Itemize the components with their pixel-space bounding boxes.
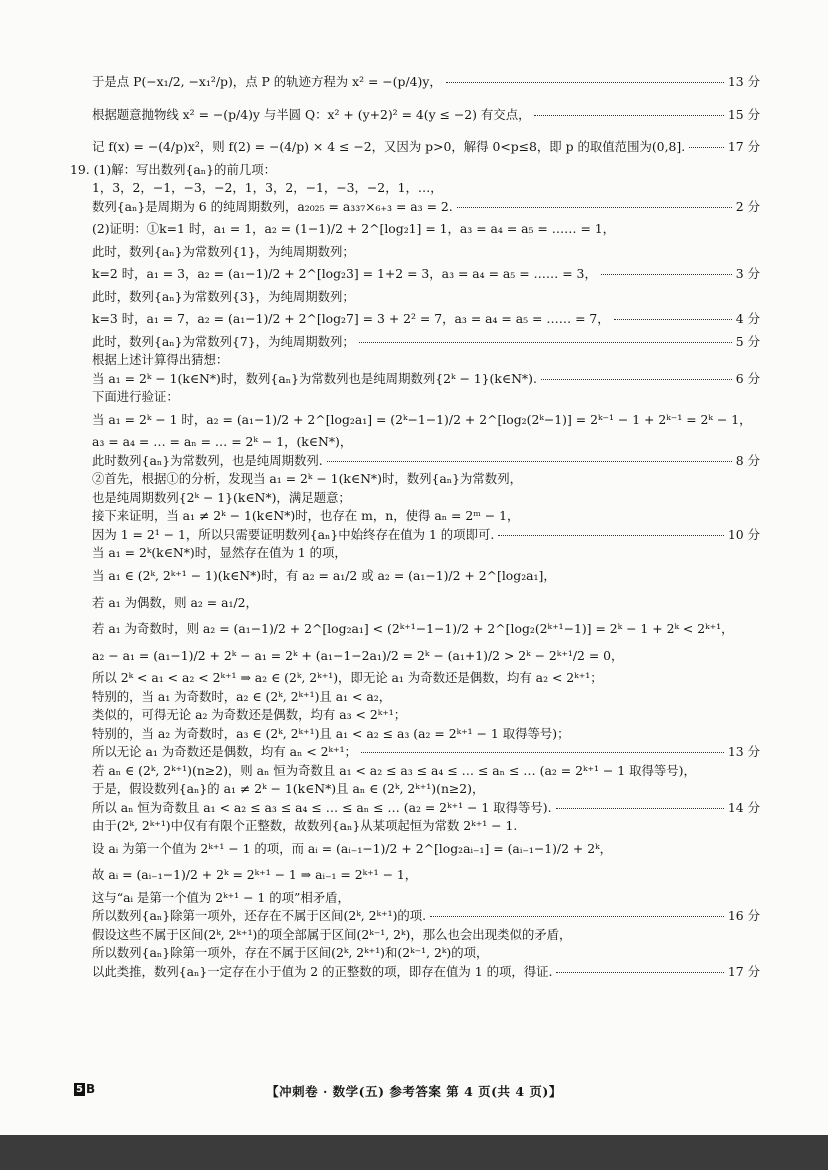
answer-line (0, 162, 828, 178)
answer-line (0, 434, 828, 450)
viewer-bottom-bar (0, 1135, 828, 1170)
answer-line (0, 244, 828, 260)
answer-line (0, 837, 828, 861)
line-text: 当 a₁ = 2ᵏ − 1(k∈N*)时，数列{aₙ}为常数列也是纯周期数列{2ᵏ − 1}(k∈N*). (92, 370, 537, 386)
dot-leader (359, 342, 732, 343)
answer-line (0, 908, 828, 924)
line-text: 特别的，当 a₁ 为奇数时，a₂ ∈ (2ᵏ, 2ᵏ⁺¹)且 a₁ < a₂， (92, 688, 392, 704)
answer-line (0, 800, 828, 816)
line-text: 于是点 P(−x₁/2, −x₁²/p)，点 P 的轨迹方程为 x² = −(p/4)y， (92, 74, 442, 89)
line-text: a₂ − a₁ = (a₁−1)/2 + 2ᵏ − a₁ = 2ᵏ + (a₁−1−2a₁)/2 = 2ᵏ − (a₁+1)/2 > 2ᵏ − 2ᵏ⁺¹/2 = 0， (92, 647, 624, 663)
line-text: 此时，数列{aₙ}为常数列{7}，为纯周期数列； (92, 333, 355, 349)
answer-line (0, 389, 828, 405)
answer-line (0, 781, 828, 797)
line-text: ②首先，根据①的分析，发现当 a₁ = 2ᵏ − 1(k∈N*)时，数列{aₙ}为常数列， (92, 471, 522, 487)
edition-badge-letter: B (85, 1082, 96, 1096)
line-text: (2)证明：①k=1 时，a₁ = 1，a₂ = (1−1)/2 + 2^[log₂1] = 1，a₃ = a₄ = a₅ = …… = 1， (92, 221, 616, 237)
line-text: 所以无论 a₁ 为奇数还是偶数，均有 aₙ < 2ᵏ⁺¹； (92, 744, 357, 760)
line-text: 若 aₙ ∈ (2ᵏ, 2ᵏ⁺¹)(n≥2)，则 aₙ 恒为奇数且 a₁ < a₂ ≤ a₃ ≤ a₄ ≤ … ≤ aₙ ≤ … (a₂ = 2ᵏ⁺¹ − 1 取得等号)， (92, 762, 696, 778)
answer-line (0, 180, 828, 196)
answer-line (0, 135, 828, 159)
answer-line (0, 307, 828, 331)
line-text: 下面进行验证： (92, 389, 179, 405)
line-text: 以此类推，数列{aₙ}一定存在小于值为 2 的正整数的项，即存在值为 1 的项，得证. (92, 963, 553, 979)
dot-leader (430, 916, 724, 917)
edition-badge-number: 5 (76, 1083, 83, 1095)
line-text: 假设这些不属于区间(2ᵏ, 2ᵏ⁺¹)的项全部属于区间(2ᵏ⁻¹, 2ᵏ)，那么也会出现类似的矛盾， (92, 926, 572, 942)
line-text: 因为 1 = 2¹ − 1，所以只需要证明数列{aₙ}中始终存在值为 1 的项即可. (92, 526, 495, 542)
score-label: 13 分 (727, 744, 760, 760)
answer-line (0, 289, 828, 305)
dot-leader (556, 808, 724, 809)
line-text: 当 a₁ = 2ᵏ(k∈N*)时，显然存在值为 1 的项， (92, 545, 347, 561)
answer-line (0, 744, 828, 760)
answer-line (0, 262, 828, 286)
score-label: 10 分 (727, 526, 760, 542)
answer-line (0, 408, 828, 432)
answer-line (0, 670, 828, 686)
answer-line (0, 763, 828, 779)
line-text: 1，3，2，−1，−3，−2，1，3，2，−1，−3，−2，1，…， (92, 180, 443, 196)
score-label: 14 分 (727, 799, 760, 815)
line-text: 特别的，当 a₂ 为奇数时，a₃ ∈ (2ᵏ, 2ᵏ⁺¹)且 a₁ < a₂ ≤ a₃ (a₂ = 2ᵏ⁺¹ − 1 取得等号)； (92, 725, 570, 741)
score-label: 6 分 (735, 370, 760, 386)
line-text: 所以 aₙ 恒为奇数且 a₁ < a₂ ≤ a₃ ≤ a₄ ≤ … ≤ aₙ ≤ … (a₂ = 2ᵏ⁺¹ − 1 取得等号). (92, 799, 552, 815)
answer-line (0, 545, 828, 561)
line-text: 于是，假设数列{aₙ}的 a₁ ≠ 2ᵏ − 1(k∈N*)且 aₙ ∈ (2ᵏ, 2ᵏ⁺¹)(n≥2)， (92, 781, 485, 797)
answer-line (0, 199, 828, 215)
answer-line (0, 689, 828, 705)
answer-line (0, 334, 828, 350)
line-text: 接下来证明，当 a₁ ≠ 2ᵏ − 1(k∈N*)时，也存在 m，n，使得 aₙ = 2ᵐ − 1， (92, 508, 520, 524)
answer-line (0, 564, 828, 588)
line-text: 根据上述计算得出猜想： (92, 352, 229, 368)
answer-line (0, 508, 828, 524)
answer-line (0, 527, 828, 543)
score-label: 17 分 (727, 963, 760, 979)
answer-line (0, 103, 828, 127)
answer-line (0, 453, 828, 469)
answer-line (0, 371, 828, 387)
dot-leader (601, 274, 732, 275)
line-text: 由于(2ᵏ, 2ᵏ⁺¹)中仅有有限个正整数，故数列{aₙ}从某项起恒为常数 2ᵏ⁺¹ − 1. (92, 818, 518, 834)
answer-line (0, 707, 828, 723)
answer-line (0, 217, 828, 241)
dot-leader (541, 379, 732, 380)
dot-leader (689, 147, 724, 148)
line-text: 这与“aᵢ 是第一个值为 2ᵏ⁺¹ − 1 的项”相矛盾， (92, 889, 350, 905)
answer-line (0, 352, 828, 368)
answer-line (0, 726, 828, 742)
line-text: 故 aᵢ = (aᵢ₋₁−1)/2 + 2ᵏ = 2ᵏ⁺¹ − 1 ⇒ aᵢ₋₁ = 2ᵏ⁺¹ − 1， (92, 867, 418, 883)
score-label: 3 分 (735, 266, 760, 282)
answer-content (0, 70, 828, 982)
answer-line (0, 617, 828, 641)
dot-leader (556, 972, 723, 973)
dot-leader (361, 752, 724, 753)
line-text: 当 a₁ = 2ᵏ − 1 时，a₂ = (a₁−1)/2 + 2^[log₂a₁] = (2ᵏ−1−1)/2 + 2^[log₂(2ᵏ−1)] = 2ᵏ⁻¹ − 1 + 2ᵏ⁻¹ = 2ᵏ − 1， (92, 411, 752, 427)
answer-line (0, 863, 828, 887)
answer-line (0, 818, 828, 834)
answer-line (0, 70, 828, 94)
score-label: 15 分 (727, 106, 760, 122)
score-label: 5 分 (735, 333, 760, 349)
line-text: k=3 时，a₁ = 7，a₂ = (a₁−1)/2 + 2^[log₂7] = 3 + 2² = 7，a₃ = a₄ = a₅ = …… = 7， (92, 311, 610, 327)
line-text: 所以 2ᵏ < a₁ < a₂ < 2ᵏ⁺¹ ⇒ a₂ ∈ (2ᵏ, 2ᵏ⁺¹)，即无论 a₁ 为奇数还是偶数，均有 a₂ < 2ᵏ⁺¹； (92, 670, 603, 686)
dot-leader (446, 82, 724, 83)
dot-leader (498, 535, 724, 536)
page-footer (0, 1080, 828, 1104)
answer-line (0, 644, 828, 668)
answer-line (0, 471, 828, 487)
line-text: k=2 时，a₁ = 3，a₂ = (a₁−1)/2 + 2^[log₂3] = 1+2 = 3，a₃ = a₄ = a₅ = …… = 3， (92, 266, 597, 282)
dot-leader (534, 115, 723, 116)
answer-line (0, 964, 828, 980)
line-text: 类似的，可得无论 a₂ 为奇数还是偶数，均有 a₃ < 2ᵏ⁺¹； (92, 707, 407, 723)
score-label: 2 分 (735, 198, 760, 214)
line-text: 19. (1)解：写出数列{aₙ}的前几项： (70, 161, 277, 177)
line-text: 记 f(x) = −(4/p)x²，则 f(2) = −(4/p) × 4 ≤ −2，又因为 p>0，解得 0<p≤8，即 p 的取值范围为(0,8]. (92, 139, 686, 155)
dot-leader (327, 461, 732, 462)
score-label: 8 分 (735, 452, 760, 468)
line-text: a₃ = a₄ = … = aₙ = … = 2ᵏ − 1，(k∈N*)， (92, 434, 353, 450)
line-text: 此时，数列{aₙ}为常数列{1}，为纯周期数列； (92, 243, 355, 259)
line-text: 所以数列{aₙ}除第一项外，存在不属于区间(2ᵏ, 2ᵏ⁺¹)和(2ᵏ⁻¹, 2ᵏ)的项， (92, 945, 489, 961)
line-text: 设 aᵢ 为第一个值为 2ᵏ⁺¹ − 1 的项，而 aᵢ = (aᵢ₋₁−1)/2 + 2^[log₂aᵢ₋₁] = (aᵢ₋₁−1)/2 + 2ᵏ， (92, 840, 613, 856)
score-label: 17 分 (727, 139, 760, 155)
line-text: 根据题意抛物线 x² = −(p/4)y 与半圆 Q：x² + (y+2)² = 4(y ≤ −2) 有交点， (92, 106, 531, 122)
line-text: 数列{aₙ}是周期为 6 的纯周期数列，a₂₀₂₅ = a₃₃₇×₆₊₃ = a₃ = 2. (92, 198, 453, 214)
line-text: 当 a₁ ∈ (2ᵏ, 2ᵏ⁺¹ − 1)(k∈N*)时，有 a₂ = a₁/2 或 a₂ = (a₁−1)/2 + 2^[log₂a₁]， (92, 567, 556, 583)
answer-line (0, 490, 828, 506)
answer-line (0, 591, 828, 615)
line-text: 也是纯周期数列{2ᵏ − 1}(k∈N*)，满足题意； (92, 489, 351, 505)
line-text: 所以数列{aₙ}除第一项外，还存在不属于区间(2ᵏ, 2ᵏ⁺¹)的项. (92, 908, 427, 924)
score-label: 4 分 (735, 311, 760, 327)
answer-line (0, 945, 828, 961)
score-label: 16 分 (727, 908, 760, 924)
footer-title: 【冲刺卷 · 数学(五) 参考答案 第 4 页(共 4 页)】 (266, 1084, 562, 1099)
line-text: 此时数列{aₙ}为常数列，也是纯周期数列. (92, 452, 323, 468)
line-text: 若 a₁ 为偶数，则 a₂ = a₁/2， (92, 594, 258, 610)
score-label: 13 分 (727, 74, 760, 89)
answer-line (0, 890, 828, 906)
answer-line (0, 927, 828, 943)
dot-leader (614, 319, 732, 320)
line-text: 若 a₁ 为奇数时，则 a₂ = (a₁−1)/2 + 2^[log₂a₁] < (2ᵏ⁺¹−1−1)/2 + 2^[log₂(2ᵏ⁺¹−1)] = 2ᵏ − 1 + 2ᵏ < 2ᵏ⁺¹， (92, 621, 734, 637)
line-text: 此时，数列{aₙ}为常数列{3}，为纯周期数列； (92, 288, 355, 304)
dot-leader (457, 207, 732, 208)
